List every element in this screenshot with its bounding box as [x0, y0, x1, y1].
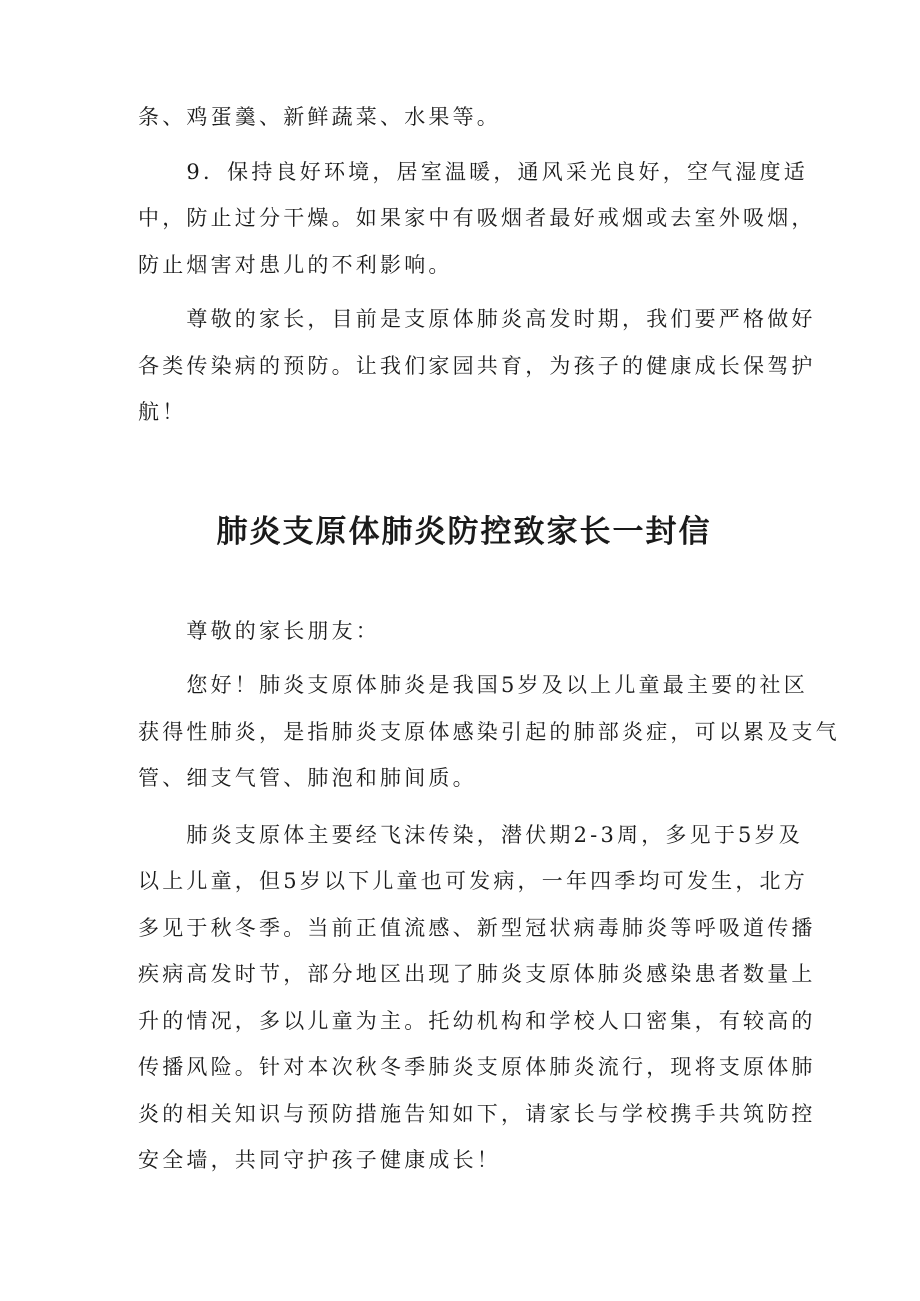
- text-line: 尊敬的家长，目前是支原体肺炎高发时期，我们要严格做好: [138, 307, 816, 331]
- text-line: 9．保持良好环境，居室温暖，通风采光良好，空气湿度适: [138, 159, 808, 184]
- paragraph-transmission: [138, 812, 816, 1184]
- text-line: 疾病高发时节，部分地区出现了肺炎支原体肺炎感染患者数量上: [138, 962, 816, 986]
- paragraph-intro: [138, 662, 840, 802]
- document-page: [138, 94, 840, 1184]
- letter-title: 肺炎支原体肺炎防控致家长一封信: [216, 513, 712, 550]
- text-line: 升的情况，多以儿童为主。托幼机构和学校人口密集，有较高的: [138, 1008, 816, 1033]
- text-line: 多见于秋冬季。当前正值流感、新型冠状病毒肺炎等呼吸道传播: [138, 915, 816, 940]
- text-line: 条、鸡蛋羹、新鲜蔬菜、水果等。: [138, 105, 501, 129]
- text-line: 获得性肺炎，是指肺炎支原体感染引起的肺部炎症，可以累及支气: [138, 719, 840, 744]
- letter-greeting: [138, 608, 790, 655]
- text-line: 安全墙，共同守护孩子健康成长！: [138, 1148, 501, 1172]
- text-line: 各类传染病的预防。让我们家园共育，为孩子的健康成长保驾护: [138, 353, 816, 378]
- text-line: 以上儿童，但5岁以下儿童也可发病，一年四季均可发生，北方: [138, 869, 808, 893]
- text-line: 您好！肺炎支原体肺炎是我国5岁及以上儿童最主要的社区: [138, 673, 808, 697]
- text-line: 炎的相关知识与预防措施告知如下，请家长与学校携手共筑防控: [138, 1101, 816, 1126]
- text-line: 航！: [138, 400, 187, 424]
- text-line: 中，防止过分干燥。如果家中有吸烟者最好戒烟或去室外吸烟，: [138, 206, 816, 230]
- text-line: 传播风险。针对本次秋冬季肺炎支原体肺炎流行，现将支原体肺: [138, 1055, 816, 1079]
- text-line: 肺炎支原体主要经飞沫传染，潜伏期2-3周，多见于5岁及: [138, 822, 803, 847]
- paragraph-environment: [138, 149, 816, 289]
- text-line: 管、细支气管、肺泡和肺间质。: [138, 766, 477, 790]
- text-line: 尊敬的家长朋友：: [138, 618, 380, 643]
- paragraph-diet: [138, 94, 790, 141]
- paragraph-closing: [138, 296, 816, 436]
- text-line: 防止烟害对患儿的不利影响。: [138, 252, 453, 277]
